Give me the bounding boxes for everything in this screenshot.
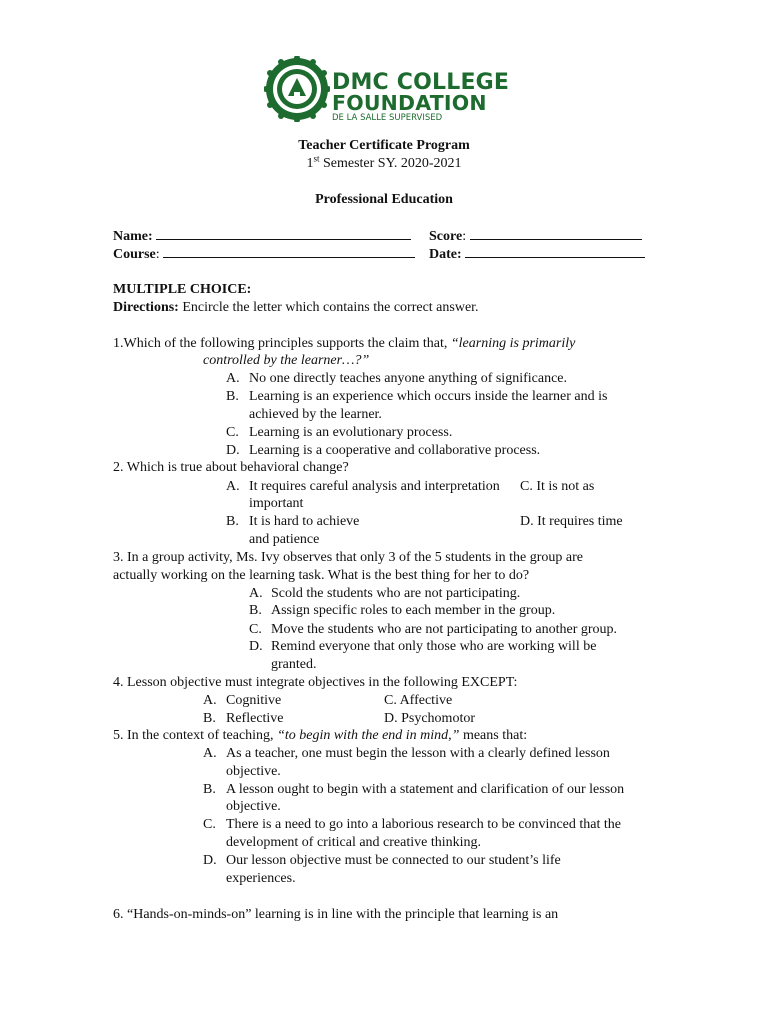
course-field[interactable]: Course:	[113, 245, 415, 264]
q5-option-a-cont[interactable]: objective.	[226, 764, 281, 779]
q4-stem: 4. Lesson objective must integrate objectives in the following EXCEPT:	[113, 675, 518, 690]
q1-option-b[interactable]: Learning is an experience which occurs inside the learner and is	[249, 389, 608, 404]
q6-stem: 6. “Hands-on-minds-on” learning is in line with the principle that learning is an	[113, 907, 559, 922]
q1-letter-c[interactable]: C.	[226, 425, 239, 440]
q5-option-c[interactable]: There is a need to go into a laborious research to be convinced that the	[226, 817, 621, 832]
q2-option-a-cont[interactable]: important	[249, 496, 304, 511]
q5-stem: 5. In the context of teaching, “to begin with the end in mind,” means that:	[113, 728, 528, 743]
q1-letter-d[interactable]: D.	[226, 443, 240, 458]
q5-option-b-cont[interactable]: objective.	[226, 799, 281, 814]
q5-letter-d[interactable]: D.	[203, 853, 217, 868]
q3-option-d[interactable]: Remind everyone that only those who are working will be	[271, 639, 597, 654]
q2-option-d[interactable]: D. It requires time	[520, 514, 623, 529]
semester-line: 1st Semester SY. 2020-2021	[306, 153, 462, 171]
q3-stem: 3. In a group activity, Ms. Ivy observes that only 3 of the 5 students in the group are	[113, 550, 583, 565]
section-title: MULTIPLE CHOICE:	[113, 282, 252, 297]
q5-option-d[interactable]: Our lesson objective must be connected to our student’s life	[226, 853, 561, 868]
q5-letter-b[interactable]: B.	[203, 782, 216, 797]
q3-option-d-cont[interactable]: granted.	[271, 657, 317, 672]
q5-option-b[interactable]: A lesson ought to begin with a statement and clarification of our lesson	[226, 782, 625, 797]
q2-stem: 2. Which is true about behavioral change?	[113, 460, 349, 475]
q1-option-d[interactable]: Learning is a cooperative and collaborative process.	[249, 443, 541, 458]
q4-option-a[interactable]: Cognitive	[226, 693, 282, 708]
q2-option-b[interactable]: It is hard to achieve	[249, 514, 360, 529]
q1-stem-cont: controlled by the learner…?”	[203, 353, 370, 368]
q4-option-c[interactable]: C. Affective	[384, 693, 453, 708]
q2-option-c[interactable]: C. It is not as	[520, 479, 595, 494]
name-field[interactable]: Name:	[113, 227, 411, 246]
college-name-line1: DMC COLLEGE	[332, 70, 510, 95]
q5-option-d-cont[interactable]: experiences.	[226, 871, 296, 886]
q3-letter-a[interactable]: A.	[249, 586, 263, 601]
q2-option-b-cont[interactable]: and patience	[249, 532, 320, 547]
q3-letter-d[interactable]: D.	[249, 639, 263, 654]
q1-option-c[interactable]: Learning is an evolutionary process.	[249, 425, 453, 440]
college-logo	[264, 56, 514, 122]
date-field[interactable]: Date:	[429, 245, 645, 264]
q5-option-a[interactable]: As a teacher, one must begin the lesson with a clearly defined lesson	[226, 746, 610, 761]
q4-option-b[interactable]: Reflective	[226, 711, 284, 726]
score-field[interactable]: Score:	[429, 227, 642, 246]
q1-option-b-cont[interactable]: achieved by the learner.	[249, 407, 382, 422]
q3-letter-b[interactable]: B.	[249, 603, 262, 618]
q3-letter-c[interactable]: C.	[249, 622, 262, 637]
q2-letter-b[interactable]: B.	[226, 514, 239, 529]
q1-option-a[interactable]: No one directly teaches anyone anything of significance.	[249, 371, 567, 386]
directions: Directions: Encircle the letter which contains the correct answer.	[113, 300, 479, 315]
q5-letter-a[interactable]: A.	[203, 746, 217, 761]
q1-stem: 1.Which of the following principles supports the claim that, “learning is primarily	[113, 336, 576, 351]
q1-letter-a[interactable]: A.	[226, 371, 240, 386]
college-tagline: DE LA SALLE SUPERVISED	[332, 113, 443, 123]
q3-option-a[interactable]: Scold the students who are not participating.	[271, 586, 521, 601]
q4-option-d[interactable]: D. Psychomotor	[384, 711, 475, 726]
q5-letter-c[interactable]: C.	[203, 817, 216, 832]
q5-option-c-cont[interactable]: development of critical and creative thinking.	[226, 835, 482, 850]
q3-stem-cont: actually working on the learning task. What is the best thing for her to do?	[113, 568, 530, 583]
q3-option-c[interactable]: Move the students who are not participating to another group.	[271, 622, 618, 637]
q2-option-a[interactable]: It requires careful analysis and interpretation	[249, 479, 500, 494]
college-seal-icon	[264, 56, 330, 122]
q4-letter-b[interactable]: B.	[203, 711, 216, 726]
college-name-line2: FOUNDATION	[332, 91, 487, 115]
program-title: Teacher Certificate Program	[298, 138, 470, 153]
q3-option-b[interactable]: Assign specific roles to each member in the group.	[271, 603, 556, 618]
q1-letter-b[interactable]: B.	[226, 389, 239, 404]
subject-title: Professional Education	[315, 192, 453, 207]
q4-letter-a[interactable]: A.	[203, 693, 217, 708]
q2-letter-a[interactable]: A.	[226, 479, 240, 494]
